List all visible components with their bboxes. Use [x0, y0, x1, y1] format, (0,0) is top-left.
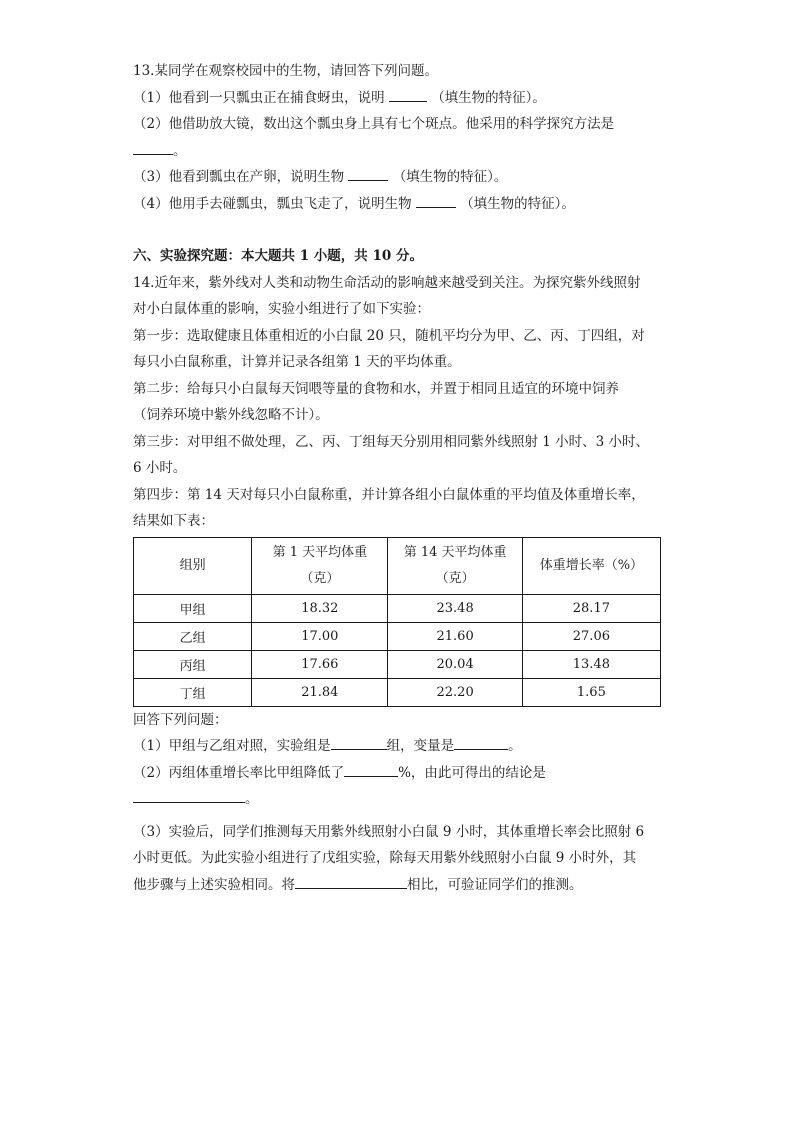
- q13-part-2: （2）他借助放大镜，数出这个瓢虫身上具有七个斑点。他采用的科学探究方法是: [133, 116, 615, 132]
- q13-part-3: （3）他看到瓢虫在产卵，说明生物 （填生物的特征）。: [133, 164, 661, 191]
- q14-line-7: 第三步：对甲组不做处理，乙、丙、丁组每天分别用相同紫外线照射 1 小时、3 小时、: [133, 433, 650, 450]
- table-row: [134, 650, 661, 678]
- question-13: [133, 58, 661, 217]
- table-row: [134, 622, 661, 650]
- section-6-title: 六、实验探究题：本大题共 1 小题，共 10 分。: [133, 248, 423, 264]
- table-row: [134, 594, 661, 622]
- cell-day1: 18.32: [252, 594, 388, 622]
- q13-blank-3[interactable]: [348, 166, 388, 181]
- q13-part-2-cont: 。: [133, 138, 661, 165]
- answer-intro: 回答下列问题：: [133, 711, 228, 728]
- cell-group: 乙组: [134, 622, 252, 650]
- cell-group: 甲组: [134, 594, 252, 622]
- q14-line-4: 每只小白鼠称重，计算并记录各组第 1 天的平均体重。: [133, 354, 461, 370]
- q14-line-9: 第四步：第 14 天对每只小白鼠称重，并计算各组小白鼠体重的平均值及体重增长率，: [133, 486, 645, 503]
- q14-answer-3-line-3: 他步骤与上述实验相同。将 相比，可验证同学们的推测。: [133, 872, 661, 899]
- header-growth-rate: 体重增长率（%）: [522, 537, 660, 594]
- cell-rate: 13.48: [522, 650, 660, 678]
- results-table: [133, 537, 661, 707]
- q14-line-8: 6 小时。: [133, 460, 187, 476]
- table-header-row: [134, 537, 661, 594]
- q13-stem: 13.某同学在观察校园中的生物，请回答下列问题。: [133, 63, 438, 79]
- q14-answer-3-line-1: （3）实验后，同学们推测每天用紫外线照射小白鼠 9 小时，其体重增长率会比照射 6: [133, 823, 645, 840]
- q14-answer-1: （1）甲组与乙组对照，实验组是 组，变量是 。: [133, 733, 661, 760]
- q13-blank-4[interactable]: [416, 193, 456, 208]
- cell-rate: 27.06: [522, 622, 660, 650]
- cell-day14: 20.04: [388, 650, 522, 678]
- q14-blank-2a[interactable]: [344, 762, 398, 777]
- q14-line-1: 14.近年来，紫外线对人类和动物生命活动的影响越来越受到关注。为探究紫外线照射: [133, 274, 641, 291]
- q14-line-2: 对小白鼠体重的影响，实验小组进行了如下实验：: [133, 301, 430, 317]
- cell-day1: 21.84: [252, 678, 388, 706]
- header-day1-weight: 第 1 天平均体重 （克）: [252, 537, 388, 594]
- cell-day14: 21.60: [388, 622, 522, 650]
- cell-day14: 23.48: [388, 594, 522, 622]
- cell-group: 丁组: [134, 678, 252, 706]
- q14-line-3: 第一步：选取健康且体重相近的小白鼠 20 只，随机平均分为甲、乙、丙、丁四组，对: [133, 327, 645, 344]
- header-group: 组别: [134, 537, 252, 594]
- q13-blank-2[interactable]: [133, 140, 173, 155]
- cell-group: 丙组: [134, 650, 252, 678]
- q13-blank-1[interactable]: [389, 87, 427, 102]
- q14-blank-1b[interactable]: [454, 735, 508, 750]
- cell-rate: 1.65: [522, 678, 660, 706]
- q14-line-10: 结果如下表：: [133, 513, 214, 529]
- cell-rate: 28.17: [522, 594, 660, 622]
- q14-line-5: 第二步：给每只小白鼠每天饲喂等量的食物和水，并置于相同且适宜的环境中饲养: [133, 380, 619, 397]
- q14-blank-1a[interactable]: [331, 735, 387, 750]
- cell-day1: 17.66: [252, 650, 388, 678]
- exam-page: [133, 58, 661, 898]
- q14-blank-2b[interactable]: [133, 788, 245, 803]
- header-day14-weight: 第 14 天平均体重 （克）: [388, 537, 522, 594]
- table-row: [134, 678, 661, 706]
- q14-answer-3-line-2: 小时更低。为此实验小组进行了戊组实验，除每天用紫外线照射小白鼠 9 小时外，其: [133, 850, 637, 866]
- q13-part-4: （4）他用手去碰瓢虫，瓢虫飞走了，说明生物 （填生物的特征）。: [133, 191, 661, 218]
- q14-line-6: （饲养环境中紫外线忽略不计）。: [133, 407, 329, 423]
- q13-part-1: （1）他看到一只瓢虫正在捕食蚜虫，说明 （填生物的特征）。: [133, 85, 661, 112]
- q14-answer-2-cont: 。: [133, 786, 661, 813]
- cell-day14: 22.20: [388, 678, 522, 706]
- q14-blank-3[interactable]: [295, 874, 407, 889]
- question-14: [133, 270, 661, 899]
- q14-answer-2: （2）丙组体重增长率比甲组降低了 %，由此可得出的结论是: [133, 760, 661, 787]
- cell-day1: 17.00: [252, 622, 388, 650]
